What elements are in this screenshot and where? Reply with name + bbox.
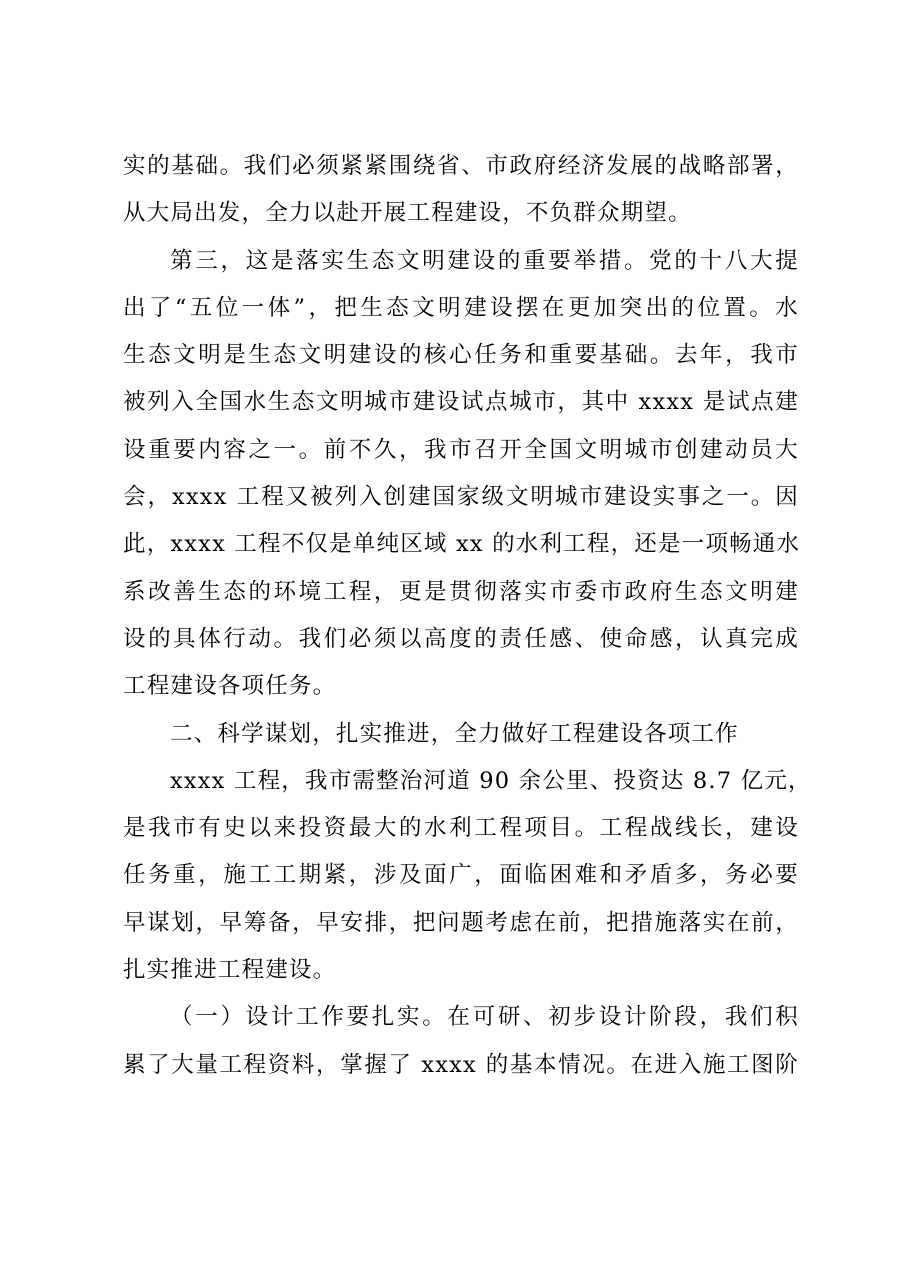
text-line: 出了“五位一体”，把生态文明建设摆在更加突出的位置。水 (123, 294, 799, 321)
text-line: 实的基础。我们必须紧紧围绕省、市政府经济发展的战略部署， (123, 153, 799, 179)
section-heading: 二、科学谋划，扎实推进，全力做好工程建设各项工作 (170, 720, 739, 747)
text-line: 生态文明是生态文明建设的核心任务和重要基础。去年，我市 (123, 342, 799, 369)
text-line: 被列入全国水生态文明城市建设试点城市，其中 xxxx 是试点建 (123, 389, 799, 416)
text-line: 系改善生态的环境工程，更是贯彻落实市委市政府生态文明建 (123, 578, 799, 605)
paragraph-start-line: （一）设计工作要扎实。在可研、初步设计阶段，我们积 (170, 1004, 799, 1031)
text-line: 此，xxxx 工程不仅是单纯区域 xx 的水利工程，还是一项畅通水 (123, 531, 801, 558)
text-line: 会，xxxx 工程又被列入创建国家级文明城市建设实事之一。因 (123, 484, 799, 511)
text-line: 任务重，施工工期紧，涉及面广，面临困难和矛盾多，务必要 (123, 862, 799, 889)
text-line: 累了大量工程资料，掌握了 xxxx 的基本情况。在进入施工图阶 (123, 1051, 799, 1078)
text-line: 早谋划，早筹备，早安排，把问题考虑在前，把措施落实在前， (123, 909, 799, 936)
text-line: 设重要内容之一。前不久，我市召开全国文明城市创建动员大 (123, 436, 799, 463)
paragraph-start-line: xxxx 工程，我市需整治河道 90 余公里、投资达 8.7 亿元， (170, 767, 812, 794)
text-line: 从大局出发，全力以赴开展工程建设，不负群众期望。 (123, 200, 692, 227)
text-line: 工程建设各项任务。 (123, 673, 337, 700)
paragraph-start-line: 第三，这是落实生态文明建设的重要举措。党的十八大提 (170, 247, 799, 274)
text-line: 设的具体行动。我们必须以高度的责任感、使命感，认真完成 (123, 625, 799, 652)
document-body (123, 143, 812, 1089)
text-line: 是我市有史以来投资最大的水利工程项目。工程战线长，建设 (123, 815, 799, 842)
text-line: 扎实推进工程建设。 (123, 957, 337, 984)
